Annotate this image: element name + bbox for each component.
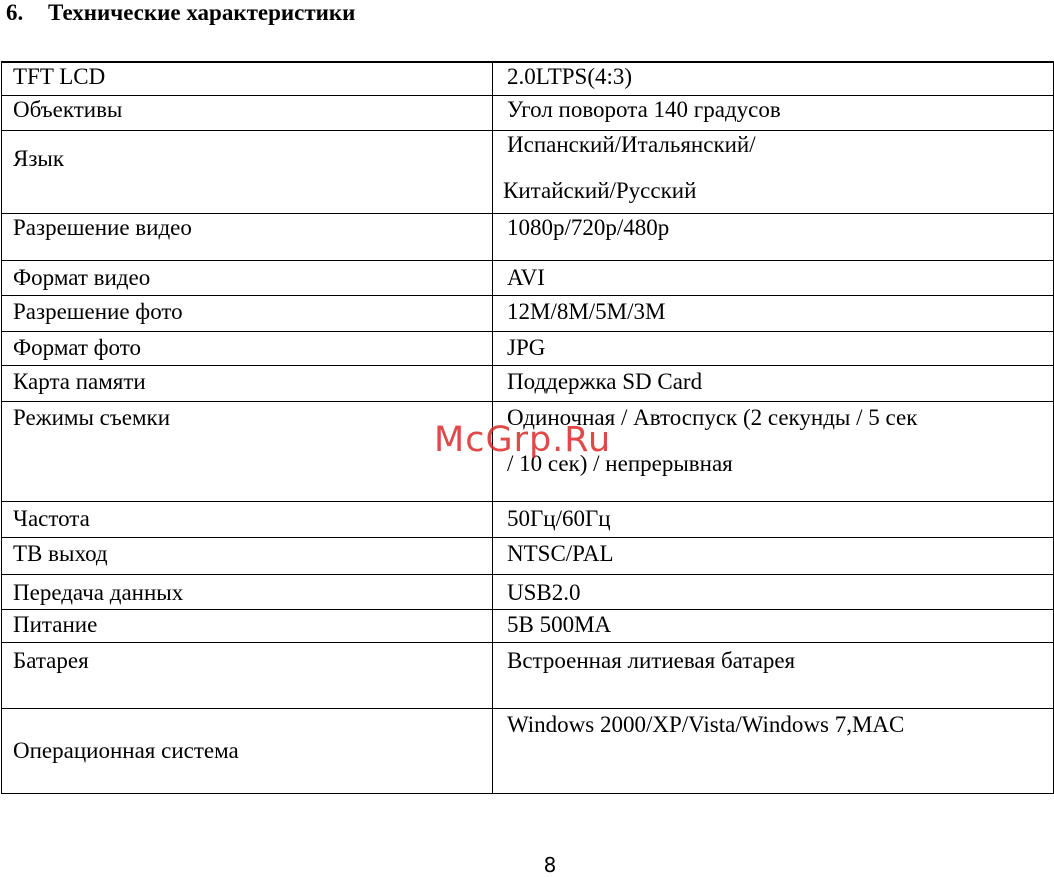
spec-value: Windows 2000/XP/Vista/Windows 7,MAC: [493, 708, 1054, 793]
section-heading: [6, 0, 355, 26]
spec-value-line: Одиночная / Автоспуск (2 секунды / 5 сек: [507, 404, 918, 430]
spec-label: Объективы: [2, 95, 493, 130]
spec-value: 5В 500МА: [493, 609, 1054, 642]
table-row: [2, 609, 1054, 642]
table-row: [2, 331, 1054, 365]
spec-value-line: Испанский/Итальянский/: [507, 131, 756, 157]
spec-value: 12M/8M/5M/3M: [493, 295, 1054, 331]
spec-label: Формат видео: [2, 260, 493, 295]
table-row: [2, 260, 1054, 295]
spec-value: 2.0LTPS(4:3): [493, 62, 1054, 95]
spec-value-line: / 10 сек) / непрерывная: [507, 450, 733, 476]
spec-label: Передача данных: [2, 574, 493, 609]
table-row: [2, 62, 1054, 95]
spec-label: Разрешение фото: [2, 295, 493, 331]
spec-label: Разрешение видео: [2, 213, 493, 260]
table-row: [2, 574, 1054, 609]
spec-label: Операционная система: [2, 708, 493, 793]
watermark: McGrp.Ru: [434, 420, 612, 460]
table-row: [2, 501, 1054, 537]
table-row: [2, 537, 1054, 574]
table-row: [2, 95, 1054, 130]
spec-value: AVI: [493, 260, 1054, 295]
table-row: [2, 295, 1054, 331]
spec-value-line: Китайский/Русский: [503, 177, 697, 203]
section-title: Технические характеристики: [48, 0, 356, 25]
spec-label: Карта памяти: [2, 365, 493, 401]
spec-value: USB2.0: [493, 574, 1054, 609]
spec-label: Питание: [2, 609, 493, 642]
table-row: [2, 365, 1054, 401]
spec-value: Поддержка SD Card: [493, 365, 1054, 401]
spec-value: 50Гц/60Гц: [493, 501, 1054, 537]
table-row: [2, 130, 1054, 213]
section-number: 6.: [6, 0, 24, 25]
spec-label: TFT LCD: [2, 62, 493, 95]
spec-value: [493, 130, 1054, 213]
spec-value: 1080p/720p/480p: [493, 213, 1054, 260]
spec-value: NTSC/PAL: [493, 537, 1054, 574]
page-number: 8: [543, 853, 557, 877]
spec-label: Частота: [2, 501, 493, 537]
spec-label: Режимы съемки: [2, 401, 493, 501]
spec-value: Встроенная литиевая батарея: [493, 642, 1054, 708]
spec-label: Формат фото: [2, 331, 493, 365]
table-row: [2, 708, 1054, 793]
spec-value: JPG: [493, 331, 1054, 365]
spec-label: Батарея: [2, 642, 493, 708]
table-row: [2, 213, 1054, 260]
spec-label: ТВ выход: [2, 537, 493, 574]
spec-label: Язык: [2, 130, 493, 213]
table-row: [2, 642, 1054, 708]
spec-value: Угол поворота 140 градусов: [493, 95, 1054, 130]
